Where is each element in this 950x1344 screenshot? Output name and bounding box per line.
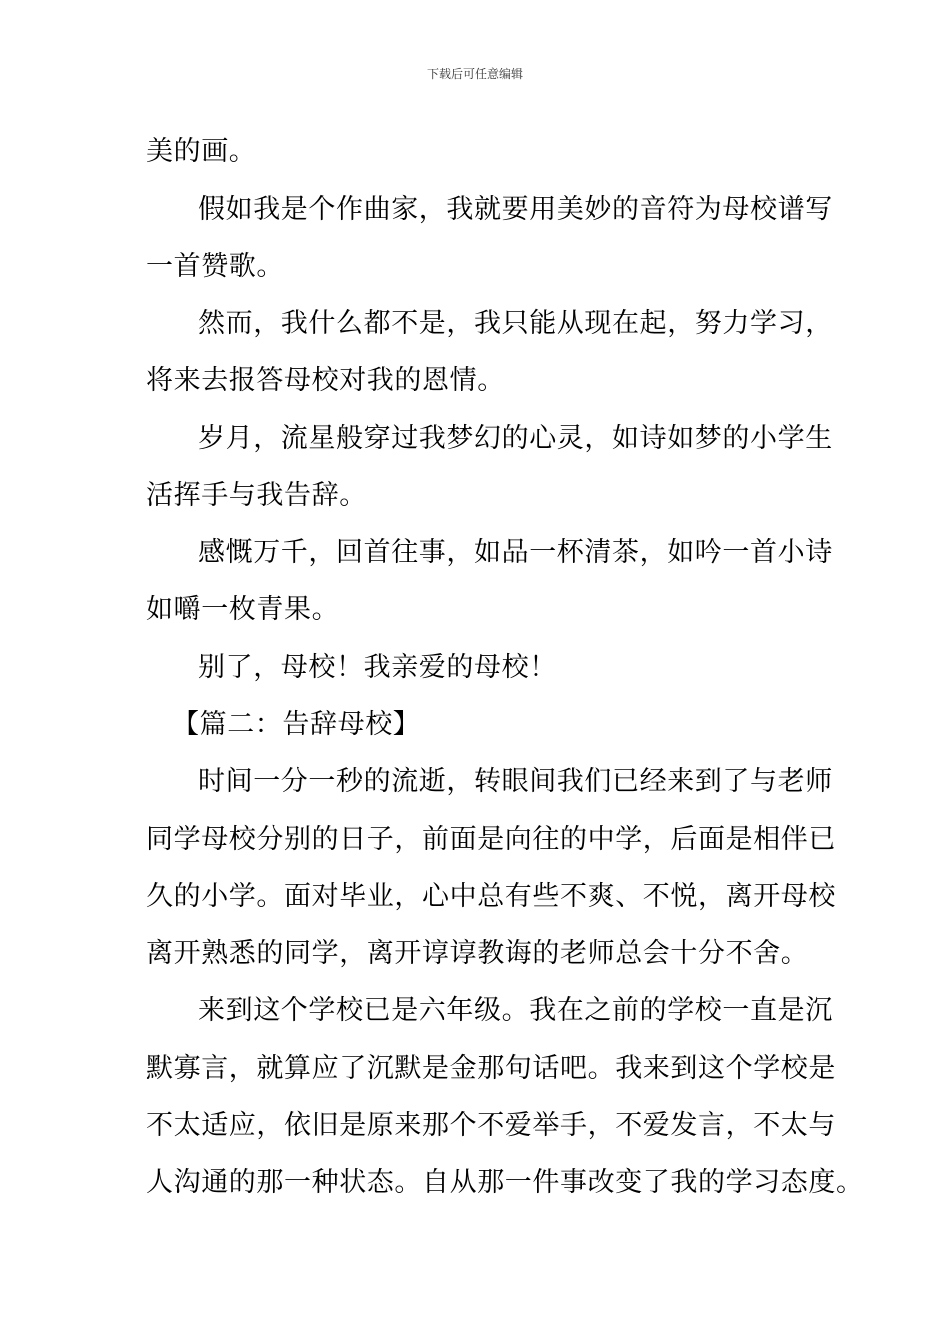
text-line: 活挥手与我告辞。 bbox=[146, 480, 367, 511]
text-line: 如嚼一枚青果。 bbox=[146, 594, 340, 625]
text-line: 别了，母校！我亲爱的母校！ bbox=[198, 652, 557, 683]
text-line: 默寡言，就算应了沉默是金那句话吧。我来到这个学校是 bbox=[146, 1053, 836, 1084]
page-header-note: 下载后可任意编辑 bbox=[426, 67, 523, 81]
text-line: 离开熟悉的同学，离开谆谆教诲的老师总会十分不舍。 bbox=[146, 938, 809, 969]
section-heading: 【篇二：告辞母校】 bbox=[172, 709, 421, 740]
text-line: 久的小学。面对毕业，心中总有些不爽、不悦，离开母校 bbox=[146, 881, 836, 912]
text-line: 人沟通的那一种状态。自从那一件事改变了我的学习态度。 bbox=[146, 1167, 864, 1198]
text-line: 感慨万千，回首往事，如品一杯清茶，如吟一首小诗 bbox=[198, 537, 833, 568]
text-line: 假如我是个作曲家，我就要用美妙的音符为母校谱写 bbox=[198, 194, 833, 225]
text-line: 来到这个学校已是六年级。我在之前的学校一直是沉 bbox=[198, 995, 833, 1026]
text-line: 时间一分一秒的流逝，转眼间我们已经来到了与老师 bbox=[198, 766, 833, 797]
text-line: 岁月，流星般穿过我梦幻的心灵，如诗如梦的小学生 bbox=[198, 423, 833, 454]
text-line: 将来去报答母校对我的恩情。 bbox=[146, 365, 505, 396]
text-line: 不太适应，依旧是原来那个不爱举手，不爱发言，不太与 bbox=[146, 1110, 836, 1141]
text-line: 同学母校分别的日子，前面是向往的中学，后面是相伴已 bbox=[146, 824, 836, 855]
text-line: 美的画。 bbox=[146, 136, 257, 167]
text-line: 然而，我什么都不是，我只能从现在起，努力学习， bbox=[198, 308, 833, 339]
text-line: 一首赞歌。 bbox=[146, 251, 284, 282]
